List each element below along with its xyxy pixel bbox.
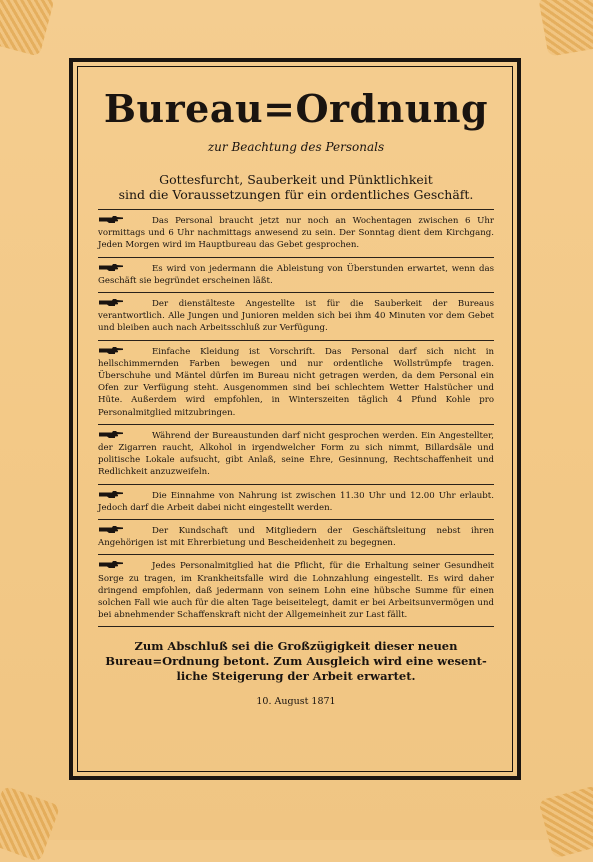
rule-text: Der Kundschaft und Mitgliedern der Geschäftsleitung nebst ihren Angehörigen ist mit Ehrerbietung und Bescheidenheit zu begegnen. <box>98 526 494 549</box>
rule-text: Während der Bureaustunden darf nicht gesprochen werden. Ein Angestellter, der Zigarren raucht, Alkohol in irgendwelcher Form zu sich nimmt, Billardsäle und politische Lokale aufsucht, gibt Anlaß, seine Ehre, Gesinnung, Rechtschaffenheit und Redlichkeit anzuzweifeln. <box>98 430 494 478</box>
rule-paragraph <box>98 293 494 341</box>
rule-paragraph <box>98 485 494 520</box>
motto-line-2: sind die Voraussetzungen für ein ordentliches Geschäft. <box>118 187 474 202</box>
rule-paragraph <box>98 210 494 258</box>
motto-line-1: Gottesfurcht, Sauberkeit und Pünktlichkeit <box>159 172 433 187</box>
pointing-hand-icon <box>98 263 124 272</box>
rule-text: Das Personal braucht jetzt nur noch an Wochentagen zwischen 6 Uhr vormittags und 6 Uhr nachmittags anwesend zu sein. Der Sonntag dient dem Kirchgang. Jeden Morgen wird im Hauptbureau das Gebet gesprochen. <box>98 216 494 251</box>
rule-paragraph <box>98 258 494 293</box>
pointing-hand-icon <box>98 525 124 534</box>
rules-list <box>98 210 494 627</box>
rule-paragraph <box>98 341 494 425</box>
pointing-hand-icon <box>98 560 124 569</box>
pointing-hand-icon <box>98 490 124 499</box>
rule-text: Der dienstälteste Angestellte ist für die Sauberkeit der Bureaus verantwortlich. Alle Jungen und Junioren melden sich bei ihm 40 Minuten vor dem Gebet und bleiben auch nach Arbeitsschluß zur Verfügung. <box>98 299 494 334</box>
rule-text: Es wird von jedermann die Ableistung von Überstunden erwartet, wenn das Geschäft sie begründet erscheinen läßt. <box>98 263 494 286</box>
rule-text: Jedes Personalmitglied hat die Pflicht, für die Erhaltung seiner Gesundheit Sorge zu tragen, im Krankheitsfalle wird die Lohnzahlung eingestellt. Es wird daher dringend empfohlen, daß jedermann von seinem Lohn eine hübsche Summe für einen solchen Fall wie auch für die alten Tage beiseitelegt, damit er bei Arbeitsunvermögen und bei abnehmender Schaffenskraft nicht der Allgemeinheit zur Last fällt. <box>98 561 494 621</box>
document-content <box>98 78 494 707</box>
photo-corner-top-right <box>538 0 593 57</box>
closing-line-1: Zum Abschluß sei die Großzügigkeit dieser neuen <box>134 639 458 654</box>
rule-text: Die Einnahme von Nahrung ist zwischen 11.30 Uhr und 12.00 Uhr erlaubt. Jedoch darf die Arbeit dabei nicht eingestellt werden. <box>98 490 494 513</box>
document-title: Bureau=Ordnung <box>103 86 489 131</box>
rule-paragraph <box>98 520 494 555</box>
rule-paragraph <box>98 555 494 627</box>
rule-text: Einfache Kleidung ist Vorschrift. Das Personal darf sich nicht in hellschimmernden Farben bewegen und nur ordentliche Wollstrümpfe tragen. Überschuhe und Mäntel dürfen im Bureau nicht getragen werden, da dem Personal ein Ofen zur Verfügung steht. Ausgenommen sind bei schlechtem Wetter Halstücher und Hüte. Außerdem wird empfohlen, in Winterszeiten täglich 4 Pfund Kohle pro Personalmitglied mitzubringen. <box>98 346 494 418</box>
closing-line-3: liche Steigerung der Arbeit erwartet. <box>176 669 416 684</box>
closing-line-2: Bureau=Ordnung betont. Zum Ausgleich wird eine wesent- <box>105 654 487 669</box>
pointing-hand-icon <box>98 346 124 355</box>
pointing-hand-icon <box>98 430 124 439</box>
motto <box>98 172 494 202</box>
pointing-hand-icon <box>98 298 124 307</box>
pointing-hand-icon <box>98 215 124 224</box>
document-subtitle: zur Beachtung des Personals <box>207 140 385 154</box>
rule-paragraph <box>98 425 494 485</box>
closing-statement <box>98 639 494 684</box>
document-date: 10. August 1871 <box>256 696 336 708</box>
